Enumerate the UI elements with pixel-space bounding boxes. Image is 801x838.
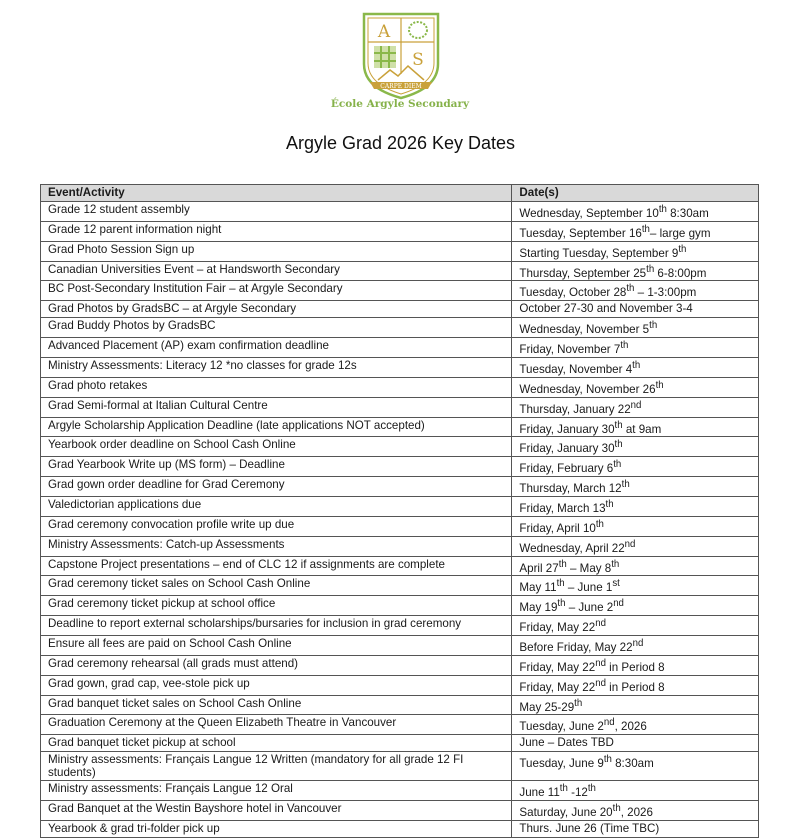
event-cell: Grad ceremony rehearsal (all grads must attend) <box>41 655 512 675</box>
table-row <box>41 536 759 556</box>
event-cell: Grad ceremony ticket sales on School Cash Online <box>41 576 512 596</box>
event-cell: Argyle Scholarship Application Deadline (late applications NOT accepted) <box>41 417 512 437</box>
table-row <box>41 241 759 261</box>
table-row <box>41 516 759 536</box>
date-cell: Friday, November 7th <box>512 338 759 358</box>
table-row <box>41 221 759 241</box>
table-row <box>41 338 759 358</box>
date-cell: Tuesday, October 28th – 1-3:00pm <box>512 281 759 301</box>
table-row <box>41 801 759 821</box>
date-cell: Friday, January 30th <box>512 437 759 457</box>
date-cell: Tuesday, November 4th <box>512 358 759 378</box>
table-row <box>41 735 759 752</box>
table-row <box>41 576 759 596</box>
key-dates-table <box>40 184 759 838</box>
table-row <box>41 437 759 457</box>
table-header-row <box>41 185 759 202</box>
table-row <box>41 695 759 715</box>
table-row <box>41 301 759 318</box>
table-row <box>41 358 759 378</box>
school-crest-logo <box>356 8 446 100</box>
date-cell: Wednesday, November 5th <box>512 318 759 338</box>
date-cell: Wednesday, November 26th <box>512 377 759 397</box>
table-row <box>41 752 759 781</box>
table-row <box>41 616 759 636</box>
event-cell: Ministry assessments: Français Langue 12 Written (mandatory for all grade 12 FI students) <box>41 752 512 781</box>
date-cell: Saturday, June 20th, 2026 <box>512 801 759 821</box>
date-cell: Tuesday, June 2nd, 2026 <box>512 715 759 735</box>
event-cell: Deadline to report external scholarships/bursaries for inclusion in grad ceremony <box>41 616 512 636</box>
date-cell: October 27-30 and November 3-4 <box>512 301 759 318</box>
date-cell: June 11th -12th <box>512 781 759 801</box>
event-cell: Grad Photo Session Sign up <box>41 241 512 261</box>
event-cell: Yearbook order deadline on School Cash Online <box>41 437 512 457</box>
table-row <box>41 655 759 675</box>
table-row <box>41 397 759 417</box>
date-cell: May 25-29th <box>512 695 759 715</box>
event-cell: Canadian Universities Event – at Handsworth Secondary <box>41 261 512 281</box>
date-cell: Thursday, March 12th <box>512 477 759 497</box>
table-row <box>41 457 759 477</box>
date-cell: Thursday, September 25th 6-8:00pm <box>512 261 759 281</box>
event-cell: Grad Buddy Photos by GradsBC <box>41 318 512 338</box>
event-cell: Grad Photos by GradsBC – at Argyle Secondary <box>41 301 512 318</box>
event-cell: Grad gown, grad cap, vee-stole pick up <box>41 675 512 695</box>
date-cell: Friday, May 22nd in Period 8 <box>512 655 759 675</box>
page-title: Argyle Grad 2026 Key Dates <box>285 133 516 153</box>
date-cell: Friday, January 30th at 9am <box>512 417 759 437</box>
school-name: École Argyle Secondary <box>330 98 470 110</box>
date-cell: Thurs. June 26 (Time TBC) <box>512 821 759 838</box>
event-cell: Ensure all fees are paid on School Cash Online <box>41 636 512 656</box>
event-cell: Grad Banquet at the Westin Bayshore hotel in Vancouver <box>41 801 512 821</box>
crest-letter-s: S <box>412 50 424 70</box>
event-cell: Valedictorian applications due <box>41 497 512 517</box>
date-cell: Friday, February 6th <box>512 457 759 477</box>
event-cell: Grad Semi-formal at Italian Cultural Centre <box>41 397 512 417</box>
date-cell: June – Dates TBD <box>512 735 759 752</box>
table-row <box>41 715 759 735</box>
date-cell: April 27th – May 8th <box>512 556 759 576</box>
event-cell: Grade 12 student assembly <box>41 202 512 222</box>
table-row <box>41 556 759 576</box>
date-cell: Tuesday, June 9th 8:30am <box>512 752 759 781</box>
date-cell: Before Friday, May 22nd <box>512 636 759 656</box>
date-cell: Tuesday, September 16th– large gym <box>512 221 759 241</box>
event-cell: Grad ceremony convocation profile write up due <box>41 516 512 536</box>
table-row <box>41 636 759 656</box>
event-cell: Ministry Assessments: Literacy 12 *no classes for grade 12s <box>41 358 512 378</box>
date-cell: Wednesday, September 10th 8:30am <box>512 202 759 222</box>
column-header-date: Date(s) <box>512 185 759 202</box>
table-row <box>41 675 759 695</box>
table-row <box>41 261 759 281</box>
date-cell: Wednesday, April 22nd <box>512 536 759 556</box>
date-cell: Friday, May 22nd <box>512 616 759 636</box>
event-cell: Ministry Assessments: Catch-up Assessments <box>41 536 512 556</box>
event-cell: Graduation Ceremony at the Queen Elizabeth Theatre in Vancouver <box>41 715 512 735</box>
event-cell: Grad Yearbook Write up (MS form) – Deadline <box>41 457 512 477</box>
crest-letter-a: A <box>377 22 391 42</box>
table-row <box>41 781 759 801</box>
table-row <box>41 318 759 338</box>
event-cell: Grade 12 parent information night <box>41 221 512 241</box>
event-cell: BC Post-Secondary Institution Fair – at Argyle Secondary <box>41 281 512 301</box>
table-row <box>41 417 759 437</box>
table-row <box>41 281 759 301</box>
date-cell: Thursday, January 22nd <box>512 397 759 417</box>
date-cell: May 19th – June 2nd <box>512 596 759 616</box>
table-row <box>41 377 759 397</box>
event-cell: Capstone Project presentations – end of CLC 12 if assignments are complete <box>41 556 512 576</box>
event-cell: Grad banquet ticket sales on School Cash Online <box>41 695 512 715</box>
crest-motto: CARPE DIEM <box>380 83 422 90</box>
event-cell: Ministry assessments: Français Langue 12 Oral <box>41 781 512 801</box>
event-cell: Grad gown order deadline for Grad Ceremony <box>41 477 512 497</box>
table-row <box>41 596 759 616</box>
date-cell: Friday, April 10th <box>512 516 759 536</box>
event-cell: Yearbook & grad tri-folder pick up <box>41 821 512 838</box>
date-cell: Friday, May 22nd in Period 8 <box>512 675 759 695</box>
event-cell: Grad banquet ticket pickup at school <box>41 735 512 752</box>
event-cell: Grad ceremony ticket pickup at school office <box>41 596 512 616</box>
column-header-event: Event/Activity <box>41 185 512 202</box>
table-row <box>41 477 759 497</box>
table-body <box>41 202 759 838</box>
table-row <box>41 497 759 517</box>
table-row <box>41 821 759 838</box>
date-cell: Starting Tuesday, September 9th <box>512 241 759 261</box>
table-row <box>41 202 759 222</box>
event-cell: Grad photo retakes <box>41 377 512 397</box>
date-cell: May 11th – June 1st <box>512 576 759 596</box>
event-cell: Advanced Placement (AP) exam confirmation deadline <box>41 338 512 358</box>
date-cell: Friday, March 13th <box>512 497 759 517</box>
